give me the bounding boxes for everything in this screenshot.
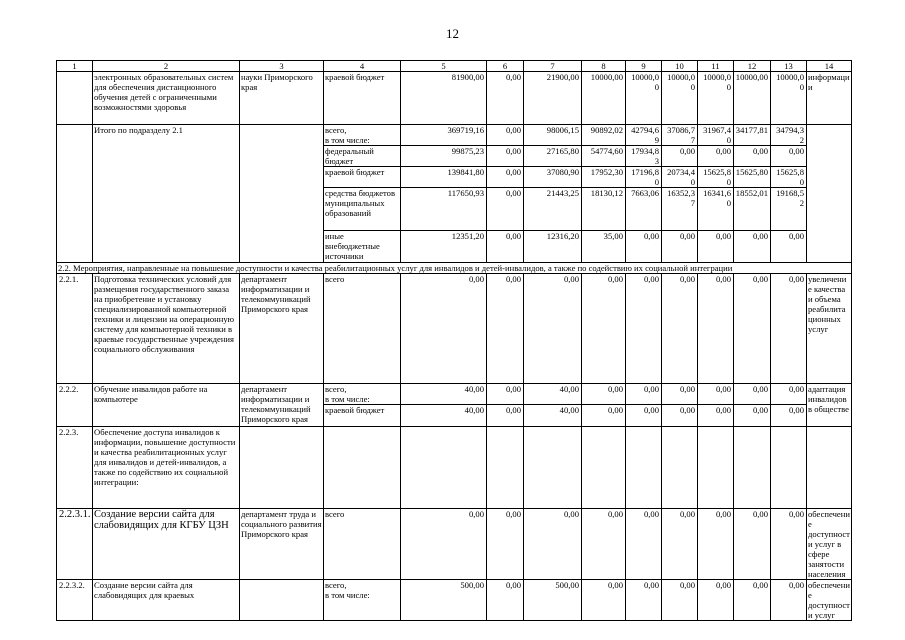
value-cell: 0,00 (487, 146, 524, 167)
value-cell: 0,00 (698, 384, 734, 405)
column-header: 10 (662, 61, 698, 72)
value-cell: 0,00 (662, 231, 698, 263)
value-cell: 40,00 (524, 405, 582, 427)
value-cell: 34177,81 (734, 125, 771, 146)
section-row (57, 263, 852, 274)
value-cell: 16352,37 (662, 188, 698, 231)
value-cell: 99875,23 (401, 146, 487, 167)
value-cell: 0,00 (487, 580, 524, 621)
value-cell: 18552,01 (734, 188, 771, 231)
expected-result: обеспечение доступности услуг (808, 580, 850, 620)
value-cell: 0,00 (662, 509, 698, 580)
value-cell: 35,00 (582, 231, 626, 263)
column-header: 4 (324, 61, 401, 72)
value-cell: 0,00 (582, 384, 626, 405)
value-cell: 0,00 (771, 580, 807, 621)
value-cell: 0,00 (698, 146, 734, 167)
measure-name: Создание версии сайта для слабовидящих для краевых (93, 580, 240, 621)
column-header: 2 (93, 61, 240, 72)
value-cell: 18130,12 (582, 188, 626, 231)
funding-source: всего, в том числе: (324, 125, 401, 146)
value-cell: 21900,00 (524, 72, 582, 125)
value-cell: 0,00 (582, 274, 626, 384)
value-cell: 27165,80 (524, 146, 582, 167)
value-cell: 0,00 (487, 509, 524, 580)
value-cell: 40,00 (401, 384, 487, 405)
value-cell: 37086,77 (662, 125, 698, 146)
measure-name: Подготовка технических условий для размещения государственного заказа на приобретение и установку специализированной компьютерной техники и лицензии на операционную систему для компьютерной техники в краевые государственные учреждения социального обслуживания (93, 274, 240, 384)
column-header: 5 (401, 61, 487, 72)
value-cell: 0,00 (662, 405, 698, 427)
row-number: 2.2.3. (57, 427, 93, 509)
value-cell: 0,00 (771, 384, 807, 405)
page-number: 12 (446, 26, 459, 41)
value-cell: 31967,40 (698, 125, 734, 146)
value-cell: 42794,69 (626, 125, 662, 146)
value-cell: 0,00 (626, 274, 662, 384)
value-cell: 10000,00 (734, 72, 771, 125)
executor: науки Приморского края (240, 72, 324, 125)
value-cell: 0,00 (487, 125, 524, 146)
value-cell: 40,00 (524, 384, 582, 405)
column-header: 9 (626, 61, 662, 72)
expected-result: адаптация инвалидов в обществе (807, 384, 852, 427)
measure-name: Обеспечение доступа инвалидов к информации, повышение доступности и качества реабилитационных услуг для инвалидов и детей-инвалидов, а также по содействию их социальной интеграции: (93, 427, 240, 509)
value-cell: 500,00 (401, 580, 487, 621)
value-cell: 0,00 (401, 509, 487, 580)
value-cell: 15625,80 (771, 167, 807, 188)
value-cell: 0,00 (662, 384, 698, 405)
measure-name: Создание версии сайта для слабовидящих для КГБУ ЦЗН (93, 509, 240, 580)
value-cell: 0,00 (582, 405, 626, 427)
row-number: 2.2.1. (57, 274, 93, 384)
value-cell: 0,00 (698, 274, 734, 384)
value-cell: 0,00 (698, 580, 734, 621)
funding-source: краевой бюджет (324, 72, 401, 125)
value-cell: 500,00 (524, 580, 582, 621)
value-cell: 10000,00 (771, 72, 807, 125)
column-header: 6 (487, 61, 524, 72)
value-cell: 12316,20 (524, 231, 582, 263)
funding-source: средства бюджетов муниципальных образований (324, 188, 401, 231)
value-cell: 0,00 (662, 146, 698, 167)
value-cell: 0,00 (771, 405, 807, 427)
funding-source: иные внебюджетные источники (324, 231, 401, 263)
value-cell: 81900,00 (401, 72, 487, 125)
value-cell: 0,00 (626, 509, 662, 580)
row-number: 2.2.3.2. (57, 580, 93, 621)
value-cell: 0,00 (734, 274, 771, 384)
value-cell: 17952,30 (582, 167, 626, 188)
value-cell: 15625,80 (734, 167, 771, 188)
value-cell: 34794,32 (771, 125, 807, 146)
table-row (57, 72, 852, 125)
value-cell: 90892,02 (582, 125, 626, 146)
expected-result: увеличение качества и объема реабилитационных услуг (807, 274, 852, 384)
column-header: 11 (698, 61, 734, 72)
program-table (56, 60, 852, 621)
funding-source: краевой бюджет (324, 405, 401, 427)
value-cell: 0,00 (734, 146, 771, 167)
funding-source: федеральный бюджет (324, 146, 401, 167)
section-title: 2.2. Мероприятия, направленные на повышение доступности и качества реабилитационных услуг для инвалидов и детей-инвалидов, а также по содействию их социальной интеграции (57, 263, 852, 274)
value-cell: 0,00 (401, 274, 487, 384)
column-header: 7 (524, 61, 582, 72)
value-cell: 0,00 (487, 231, 524, 263)
value-cell: 54774,60 (582, 146, 626, 167)
row-number: 2.2.2. (57, 384, 93, 427)
value-cell: 0,00 (626, 580, 662, 621)
table-row (57, 580, 852, 621)
value-cell: 0,00 (771, 146, 807, 167)
table-row (57, 427, 852, 509)
value-cell: 0,00 (698, 405, 734, 427)
value-cell: 10000,00 (582, 72, 626, 125)
value-cell: 17934,83 (626, 146, 662, 167)
funding-source: всего (324, 509, 401, 580)
value-cell: 0,00 (771, 231, 807, 263)
value-cell: 0,00 (734, 231, 771, 263)
value-cell: 0,00 (524, 274, 582, 384)
value-cell: 0,00 (734, 509, 771, 580)
value-cell: 0,00 (582, 580, 626, 621)
value-cell: 117650,93 (401, 188, 487, 231)
executor: департамент информатизации и телекоммуникаций Приморского края (240, 384, 324, 427)
funding-source: всего, в том числе: (324, 580, 401, 621)
value-cell: 0,00 (698, 231, 734, 263)
table-row (57, 125, 852, 146)
value-cell: 7663,06 (626, 188, 662, 231)
executor: департамент труда и социального развития Приморского края (240, 509, 324, 580)
value-cell: 0,00 (734, 384, 771, 405)
value-cell: 0,00 (487, 274, 524, 384)
value-cell: 37080,90 (524, 167, 582, 188)
value-cell: 139841,80 (401, 167, 487, 188)
executor: департамент информатизации и телекоммуникаций Приморского края (240, 274, 324, 384)
value-cell: 0,00 (626, 231, 662, 263)
value-cell: 0,00 (582, 509, 626, 580)
table-row (57, 509, 852, 580)
value-cell: 0,00 (698, 509, 734, 580)
value-cell: 16341,60 (698, 188, 734, 231)
value-cell: 0,00 (662, 580, 698, 621)
value-cell: 0,00 (734, 580, 771, 621)
value-cell: 10000,00 (626, 72, 662, 125)
value-cell: 10000,00 (662, 72, 698, 125)
value-cell: 19168,52 (771, 188, 807, 231)
value-cell: 0,00 (487, 72, 524, 125)
expected-result: информации (807, 72, 852, 125)
column-header: 14 (807, 61, 852, 72)
value-cell: 40,00 (401, 405, 487, 427)
measure-name: Обучение инвалидов работе на компьютере (93, 384, 240, 427)
value-cell: 0,00 (487, 405, 524, 427)
table-row (57, 384, 852, 405)
value-cell: 0,00 (626, 384, 662, 405)
value-cell: 12351,20 (401, 231, 487, 263)
value-cell: 0,00 (662, 274, 698, 384)
value-cell: 0,00 (487, 384, 524, 405)
value-cell: 0,00 (487, 167, 524, 188)
value-cell: 0,00 (524, 509, 582, 580)
funding-source: краевой бюджет (324, 167, 401, 188)
value-cell: 0,00 (626, 405, 662, 427)
value-cell: 15625,80 (698, 167, 734, 188)
value-cell: 0,00 (771, 274, 807, 384)
measure-name: электронных образовательных систем для обеспечения дистанционного обучения детей с ограниченными возможностями здоровья (93, 72, 240, 125)
value-cell: 0,00 (734, 405, 771, 427)
value-cell: 0,00 (771, 509, 807, 580)
funding-source: всего (324, 274, 401, 384)
value-cell: 20734,40 (662, 167, 698, 188)
row-number: 2.2.3.1. (57, 509, 93, 580)
value-cell: 98006,15 (524, 125, 582, 146)
value-cell: 369719,16 (401, 125, 487, 146)
table-row (57, 274, 852, 384)
expected-result: обеспечение доступности услуг в сфере занятости населения (808, 509, 850, 579)
value-cell: 10000,00 (698, 72, 734, 125)
value-cell: 21443,25 (524, 188, 582, 231)
value-cell: 0,00 (487, 188, 524, 231)
column-header: 13 (771, 61, 807, 72)
table-header-row (57, 61, 852, 72)
column-header: 8 (582, 61, 626, 72)
column-header: 3 (240, 61, 324, 72)
column-header: 1 (57, 61, 93, 72)
measure-name: Итого по подразделу 2.1 (93, 125, 240, 263)
funding-source: всего, в том числе: (324, 384, 401, 405)
column-header: 12 (734, 61, 771, 72)
value-cell: 17196,80 (626, 167, 662, 188)
